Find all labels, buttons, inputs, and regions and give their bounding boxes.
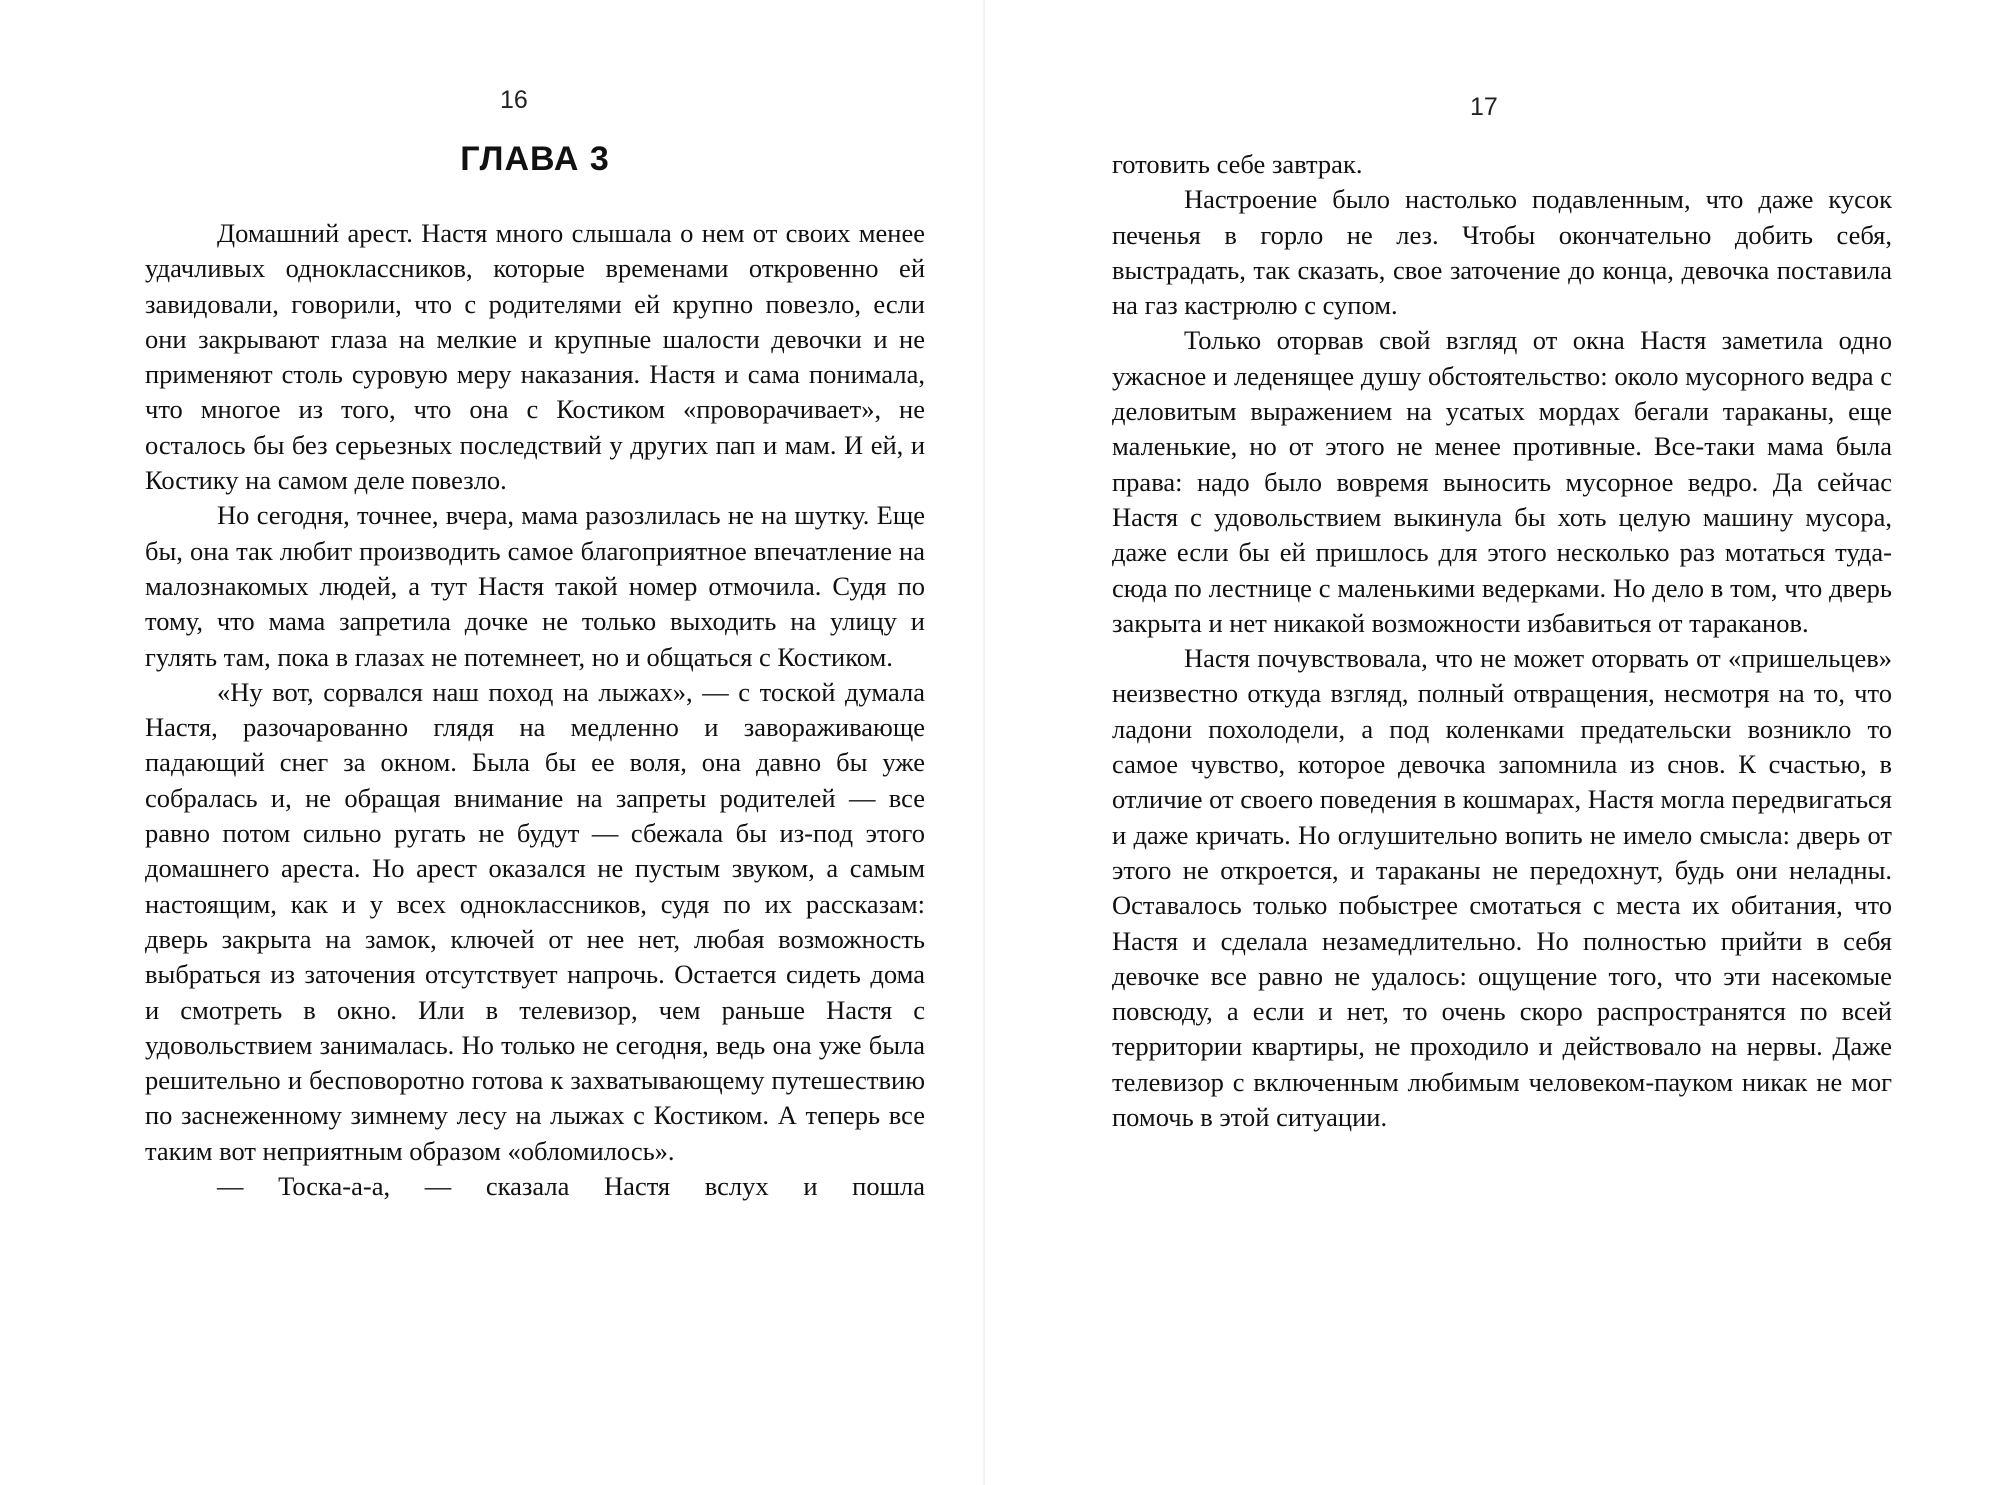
page-number: 16	[500, 86, 528, 114]
right-page	[985, 0, 2000, 1485]
paragraph: Домашний арест. Настя много слышала о нем от своих менее удачливых одноклассников, которые временами откровенно ей завидовали, говорили, что с родителями ей крупно повезло, если они закрывают глаза на мелкие и крупные шалости девочки и не применяют столь суровую меру наказания. Настя и сама понимала, что многое из того, что она с Костиком «проворачивает», не осталось бы без серьезных последствий у других пап и мам. И ей, и Костику на самом деле повезло.	[145, 218, 925, 496]
paragraph: «Ну вот, сорвался наш поход на лыжах», — с тоской думала Настя, разочарованно глядя на медленно и завораживающе падающий снег за окном. Была бы ее воля, она давно бы уже собралась и, не обращая внимание на запреты родителей — все равно потом сильно ругать не будут — сбежала бы из-под этого домашнего ареста. Но арест оказался не пустым звуком, а самым настоящим, как и у всех одноклассников, судя по их рассказам: дверь закрыта на замок, ключей от нее нет, любая возможность выбраться из заточения отсутствует напрочь. Остается сидеть дома и смотреть в окно. Или в телевизор, чем раньше Настя с удовольствием занималась. Но только не сегодня, ведь она уже была решительно и бесповоротно готова к захватывающему путешествию по заснеженному зимнему лесу на лыжах с Костиком. А теперь все таким вот неприятным образом «обломилось».	[145, 676, 925, 1166]
right-page-text	[1112, 147, 1892, 1135]
chapter-title: ГЛАВА 3	[460, 140, 610, 178]
paragraph: Настроение было настолько подавленным, что даже кусок печенья в горло не лез. Чтобы окончательно добить себя, выстрадать, так сказать, свое заточение до конца, девочка поставила на газ кастрюлю с супом.	[1112, 184, 1892, 321]
left-page-text	[145, 216, 925, 1204]
paragraph: — Тоска-а-а, — сказала Настя вслух и пошла	[217, 1171, 925, 1202]
left-page	[0, 0, 985, 1485]
paragraph: готовить себе завтрак.	[1112, 149, 1363, 179]
paragraph: Настя почувствовала, что не может оторвать от «пришельцев» неизвестно откуда взгляд, полный отвращения, несмотря на то, что ладони похолодели, а под коленками предательски возникло то самое чувство, которое девочка запомнила из снов. К счастью, в отличие от своего поведения в кошмарах, Настя могла передвигаться и даже кричать. Но оглушительно вопить не имело смысла: дверь от этого не откроется, и тараканы не передохнут, будь они неладны. Оставалось только побыстрее смотаться с места их обитания, что Настя и сделала незамедлительно. Но полностью прийти в себя девочке все равно не удалось: ощущение того, что эти насекомые повсюду, а если и нет, то очень скоро распространятся по всей территории квартиры, не проходило и действовало на нервы. Даже телевизор с включенным любимым человеком-пауком никак не мог помочь в этой ситуации.	[1112, 643, 1892, 1133]
paragraph: Только оторвав свой взгляд от окна Настя заметила одно ужасное и леденящее душу обстоятельство: около мусорного ведра с деловитым выражением на усатых мордах бегали тараканы, еще маленькие, но от этого не менее противные. Все-таки мама была права: надо было вовремя выносить мусорное ведро. Да сейчас Настя с удовольствием выкинула бы хоть целую машину мусора, даже если бы ей пришлось для этого несколько раз мотаться туда-сюда по лестнице с маленькими ведерками. Но дело в том, что дверь закрыта и нет никакой возможности избавиться от тараканов.	[1112, 325, 1892, 638]
paragraph: Но сегодня, точнее, вчера, мама разозлилась не на шутку. Еще бы, она так любит производить самое благоприятное впечатление на малознакомых людей, а тут Настя такой номер отмочила. Судя по тому, что мама запретила дочке не только выходить на улицу и гулять там, пока в глазах не потемнеет, но и общаться с Костиком.	[145, 500, 925, 672]
page-number: 17	[1470, 93, 1498, 121]
